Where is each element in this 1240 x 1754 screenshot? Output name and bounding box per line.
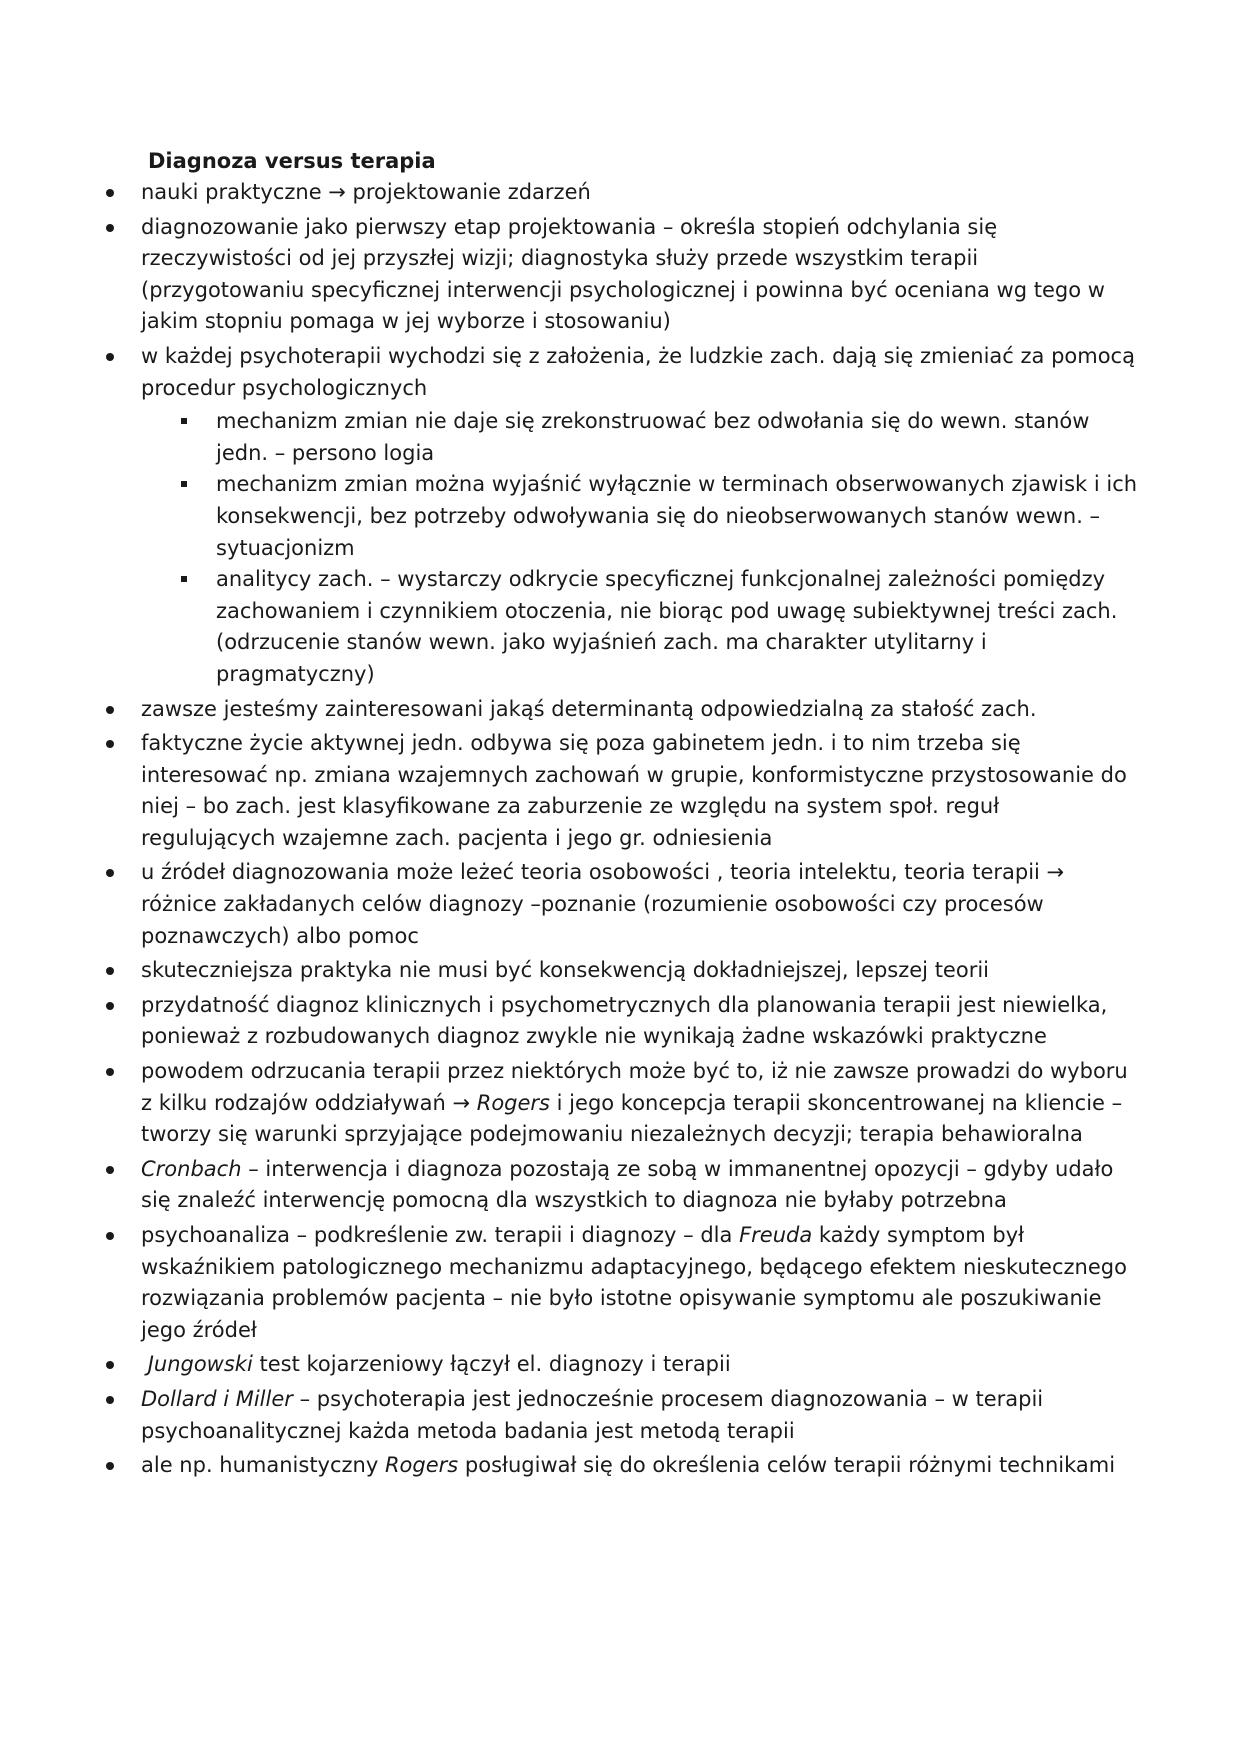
item-text: skuteczniejsza praktyka nie musi być konsekwencją dokładniejszej, lepszej teorii bbox=[141, 958, 989, 983]
sub-bullet-list bbox=[141, 406, 1140, 690]
list-item bbox=[0, 857, 1140, 952]
item-author-name: Freuda bbox=[739, 1223, 813, 1247]
item-text: diagnozowanie jako pierwszy etap projektowania – określa stopień odchylania się rzeczywistości od jej przyszłej wizji; diagnostyka służy przede wszystkim terapii (przygotowaniu specyficznej interwencji psychologicznej i powinna być oceniana wg tego w jakim stopniu pomaga w jej wyborze i stosowaniu) bbox=[141, 214, 1105, 334]
list-item bbox=[0, 1154, 1140, 1217]
list-item bbox=[0, 990, 1140, 1053]
item-text: zawsze jesteśmy zainteresowani jakąś determinantą odpowiedzialną za stałość zach. bbox=[141, 696, 1037, 721]
list-item bbox=[0, 212, 1140, 338]
item-author-name: Cronbach bbox=[141, 1156, 242, 1181]
document-title: Diagnoza versus terapia bbox=[148, 149, 436, 173]
item-author-name: Dollard i Miller bbox=[141, 1386, 293, 1411]
list-item bbox=[0, 177, 1140, 209]
list-item bbox=[0, 1220, 1140, 1346]
sub-item-text: mechanizm zmian można wyjaśnić wyłącznie w terminach obserwowanych zjawisk i ich konsekwencji, bez potrzeby odwoływania się do nieobserwowanych stanów wewn. – sytuacjonizm bbox=[216, 472, 1138, 560]
item-text: w każdej psychoterapii wychodzi się z założenia, że ludzkie zach. dają się zmieniać za pomocą procedur psychologicznych bbox=[141, 343, 1135, 400]
list-item bbox=[0, 1056, 1140, 1151]
item-text-post: i jego koncepcja terapii skoncentrowanej na kliencie – tworzy się warunki sprzyjające podejmowaniu niezależnych decyzji; terapia behawioralna bbox=[141, 1090, 1123, 1147]
sub-list-item bbox=[141, 406, 1140, 469]
list-item bbox=[0, 1450, 1140, 1482]
item-author-name: Rogers bbox=[476, 1090, 550, 1115]
item-author-name: Rogers bbox=[384, 1453, 459, 1478]
item-text-pre: ale np. humanistyczny bbox=[141, 1453, 385, 1478]
bullet-list bbox=[0, 177, 1140, 1485]
item-text: nauki praktyczne → projektowanie zdarzeń bbox=[141, 180, 591, 204]
item-text-pre: powodem odrzucania terapii przez niektórych może być to, iż nie zawsze prowadzi do wyboru z kilku rodzajów oddziaływań → bbox=[141, 1059, 1128, 1115]
item-text-post: – psychoterapia jest jednocześnie procesem diagnozowania – w terapii psychoanalitycznej każda metoda badania jest metodą terapii bbox=[141, 1386, 1044, 1443]
list-item bbox=[0, 1384, 1140, 1447]
item-author-name: Jungowski bbox=[147, 1352, 253, 1377]
item-text: u źródeł diagnozowania może leżeć teoria osobowości , teoria intelektu, teoria terapii → różnice zakładanych celów diagnozy –poznanie (rozumienie osobowości czy procesów poznawczych) albo pomoc bbox=[141, 860, 1065, 948]
list-item bbox=[0, 955, 1140, 987]
item-text-post: test kojarzeniowy łączył el. diagnozy i terapii bbox=[252, 1352, 731, 1377]
list-item bbox=[0, 1349, 1140, 1381]
list-item bbox=[0, 341, 1140, 691]
item-text-post: każdy symptom był wskaźnikiem patologicznego mechanizmu adaptacyjnego, będącego efektem nieskutecznego rozwiązania problemów pacjenta – nie było istotne opisywanie symptomu ale poszukiwanie jego źródeł bbox=[141, 1223, 1127, 1342]
sub-list-item bbox=[141, 564, 1140, 690]
sub-item-text: mechanizm zmian nie daje się zrekonstruować bez odwołania się do wewn. stanów jedn. – persono logia bbox=[216, 409, 1090, 465]
item-text: przydatność diagnoz klinicznych i psychometrycznych dla planowania terapii jest niewielka, ponieważ z rozbudowanych diagnoz zwykle nie wynikają żadne wskazówki praktyczne bbox=[141, 992, 1108, 1049]
item-text-post: – interwencja i diagnoza pozostają ze sobą w immanentnej opozycji – gdyby udało się znaleźć interwencję pomocną dla wszystkich to diagnoza nie byłaby potrzebna bbox=[141, 1156, 1114, 1213]
sub-list-item bbox=[141, 469, 1140, 564]
list-item bbox=[0, 728, 1140, 854]
item-text: faktyczne życie aktywnej jedn. odbywa się poza gabinetem jedn. i to nim trzeba się interesować np. zmiana wzajemnych zachowań w grupie, konformistyczne przystosowanie do niej – bo zach. jest klasyfikowane za zaburzenie ze względu na system społ. reguł regulujących wzajemne zach. pacjenta i jego gr. odniesienia bbox=[141, 731, 1127, 850]
item-text-pre: psychoanaliza – podkreślenie zw. terapii i diagnozy – dla bbox=[141, 1223, 740, 1247]
item-text-pre bbox=[141, 1352, 148, 1376]
list-item bbox=[0, 694, 1140, 726]
sub-item-text: analitycy zach. – wystarczy odkrycie specyficznej funkcjonalnej zależności pomiędzy zachowaniem i czynnikiem otoczenia, nie biorąc pod uwagę subiektywnej treści zach. (odrzucenie stanów wewn. jako wyjaśnień zach. ma charakter utylitarny i pragmatyczny) bbox=[216, 567, 1118, 686]
item-text-post: posługiwał się do określenia celów terapii różnymi technikami bbox=[458, 1453, 1116, 1478]
